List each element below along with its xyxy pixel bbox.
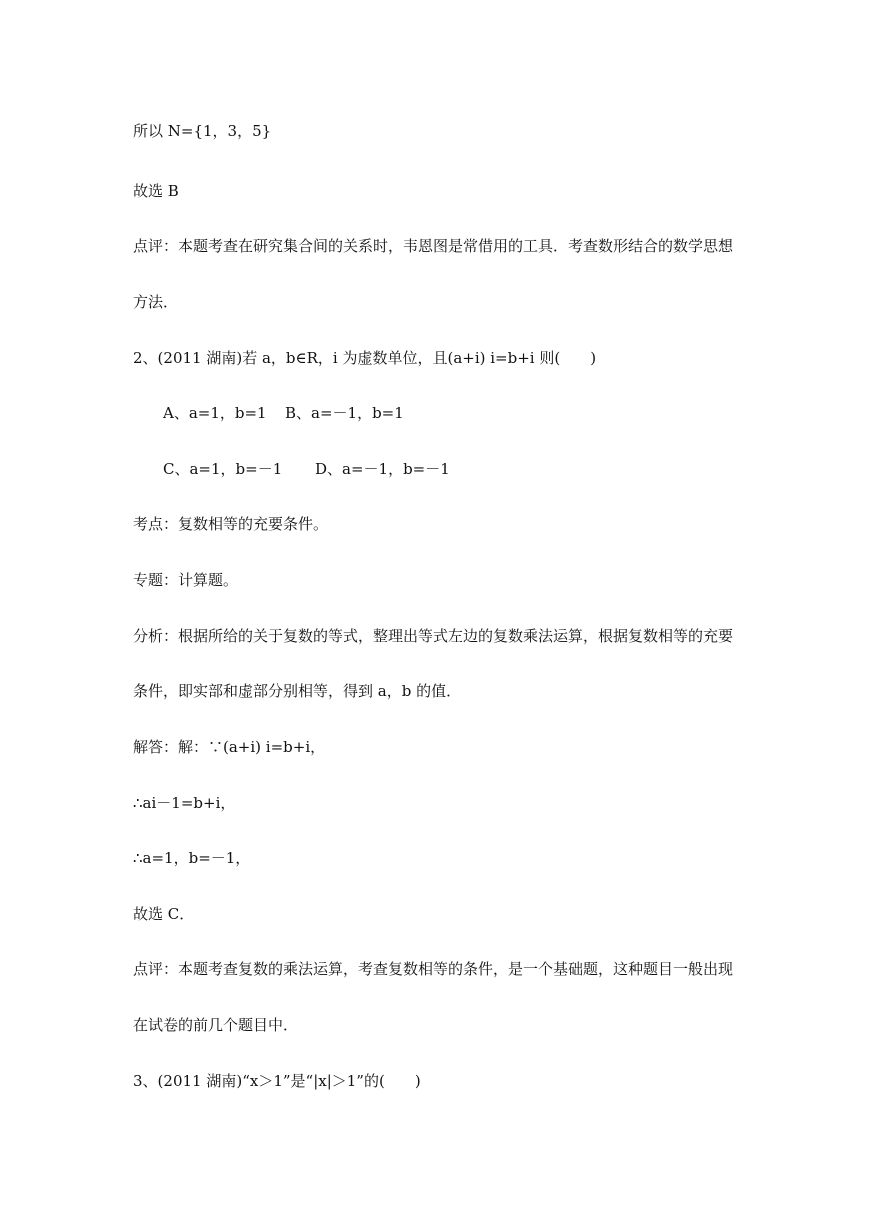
option-a: A、a=1，b=1 <box>163 404 267 422</box>
text-line-topic: 考点：复数相等的充要条件。 <box>133 515 329 533</box>
text-line-comment-2: 点评：本题考查复数的乘法运算，考查复数相等的条件，是一个基础题，这种题目一般出现 <box>133 960 734 978</box>
option-row-ab <box>163 403 404 423</box>
text-line-n-set: 所以 N={1，3，5} <box>133 122 272 140</box>
option-d: D、a=－1，b=－1 <box>315 460 450 478</box>
text-line-analysis-cont: 条件，即实部和虚部分别相等，得到 a，b 的值． <box>133 682 462 700</box>
question-2-stem: 2、(2011 湖南)若 a，b∈R，i 为虚数单位，且(a+i) i=b+i 则( ) <box>133 349 597 367</box>
text-line-solution: 解答：解：∵(a+i) i=b+i， <box>133 738 326 756</box>
text-line-step-2: ∴a=1，b=－1， <box>133 849 251 867</box>
question-3-stem: 3、(2011 湖南)“x＞1”是“|x|＞1”的( ) <box>133 1072 421 1090</box>
text-line-comment-2-cont: 在试卷的前几个题目中． <box>133 1016 299 1034</box>
text-line-analysis: 分析：根据所给的关于复数的等式，整理出等式左边的复数乘法运算，根据复数相等的充要 <box>133 627 734 645</box>
text-line-comment-1: 点评：本题考查在研究集合间的关系时，韦恩图是常借用的工具．考查数形结合的数学思想 <box>133 237 734 255</box>
option-c: C、a=1，b=－1 <box>163 460 283 478</box>
option-b: B、a=－1，b=1 <box>285 404 404 422</box>
text-line-category: 专题：计算题。 <box>133 571 239 589</box>
option-row-cd <box>163 459 450 479</box>
text-line-answer-b: 故选 B <box>133 182 179 200</box>
text-line-answer-c: 故选 C． <box>133 905 195 923</box>
text-line-comment-1-cont: 方法． <box>133 293 179 311</box>
text-line-step-1: ∴ai－1=b+i， <box>133 794 236 812</box>
